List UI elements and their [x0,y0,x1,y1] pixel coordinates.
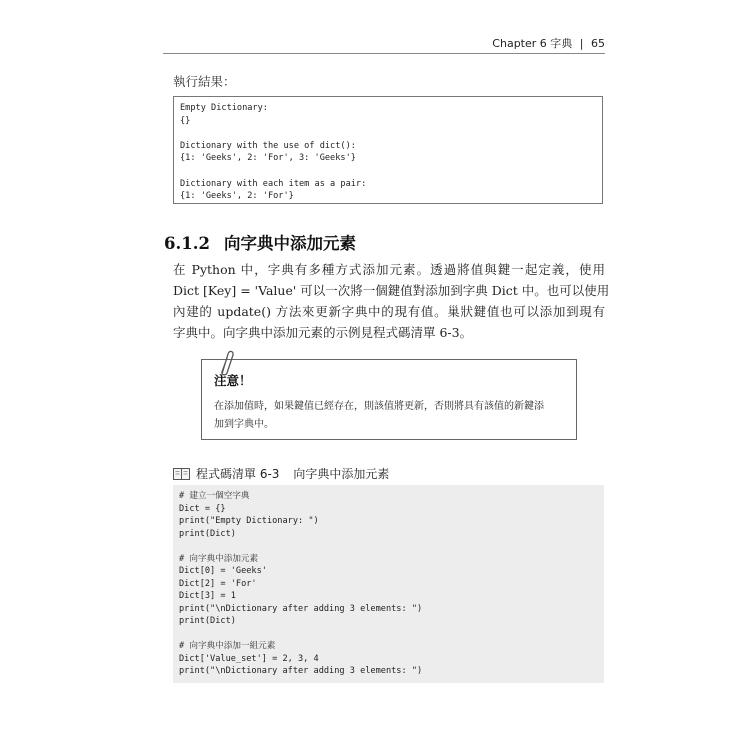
output-line: {} [180,115,191,126]
chapter-title: 字典 [550,37,573,50]
paragraph-line: 在 Python 中，字典有多種方式添加元素。透過將值與鍵一起定義，使用 [173,262,605,277]
output-line [180,127,596,140]
note-callout [201,359,577,440]
output-line: Empty Dictionary: [180,103,268,113]
code-line [179,628,598,641]
chapter-label: Chapter 6 [492,37,547,50]
output-box [173,96,603,204]
note-line: 加到字典中。 [214,419,274,430]
code-line: # 向字典中添加元素 [179,553,259,564]
paragraph-line: Dict [Key] = 'Value' 可以一次將一個鍵值對添加到字典 Dict 中。也可以使用 [173,283,610,298]
code-line: print(Dict) [179,616,236,626]
book-icon [173,468,190,480]
section-heading [164,230,356,254]
output-line: {1: 'Geeks', 2: 'For', 3: 'Geeks'} [180,153,356,164]
paragraph-line: 內建的 update() 方法來更新字典中的現有值。巢狀鍵值也可以添加到現有 [173,304,605,319]
listing-caption [173,465,389,482]
section-number: 6.1.2 [164,234,210,253]
code-line: print(Dict) [179,528,236,539]
code-line: # 向字典中添加一組元素 [179,641,276,651]
output-line: Dictionary with the use of dict(): [180,140,356,151]
result-label: 執行結果： [173,74,236,89]
paragraph-line: 字典中。向字典中添加元素的示例見程式碼清單 6-3。 [173,325,473,340]
page-header [163,33,605,54]
output-line: {1: 'Geeks', 2: 'For'} [180,191,294,202]
note-title: 注意！ [214,373,252,388]
code-line: # 建立一個空字典 [179,491,250,501]
body-paragraph [173,259,610,343]
code-line: print("\nDictionary after adding 3 elements: ") [179,666,423,676]
code-line: print("\nDictionary after adding 3 elements: ") [179,603,423,614]
code-line: Dict['Value_set'] = 2, 3, 4 [179,653,319,664]
code-listing [173,485,604,683]
listing-title: 向字典中添加元素 [293,467,390,481]
code-line: Dict[3] = 1 [179,591,236,601]
code-line: Dict[2] = 'For' [179,578,257,589]
note-line: 在添加值時，如果鍵值已經存在，則該值將更新，否則將具有該值的新鍵添 [214,401,544,412]
page-number: 65 [591,37,605,50]
code-line [179,540,598,553]
running-header [492,35,605,51]
output-line: Dictionary with each item as a pair: [180,178,367,189]
header-separator: | [579,37,584,50]
section-title: 向字典中添加元素 [223,234,356,253]
code-line: print("Empty Dictionary: ") [179,516,319,526]
output-line [180,165,596,178]
code-line: Dict[0] = 'Geeks' [179,566,267,576]
code-line: Dict = {} [179,503,226,514]
listing-label: 程式碼清單 6-3 [196,467,280,481]
note-text [214,398,569,434]
